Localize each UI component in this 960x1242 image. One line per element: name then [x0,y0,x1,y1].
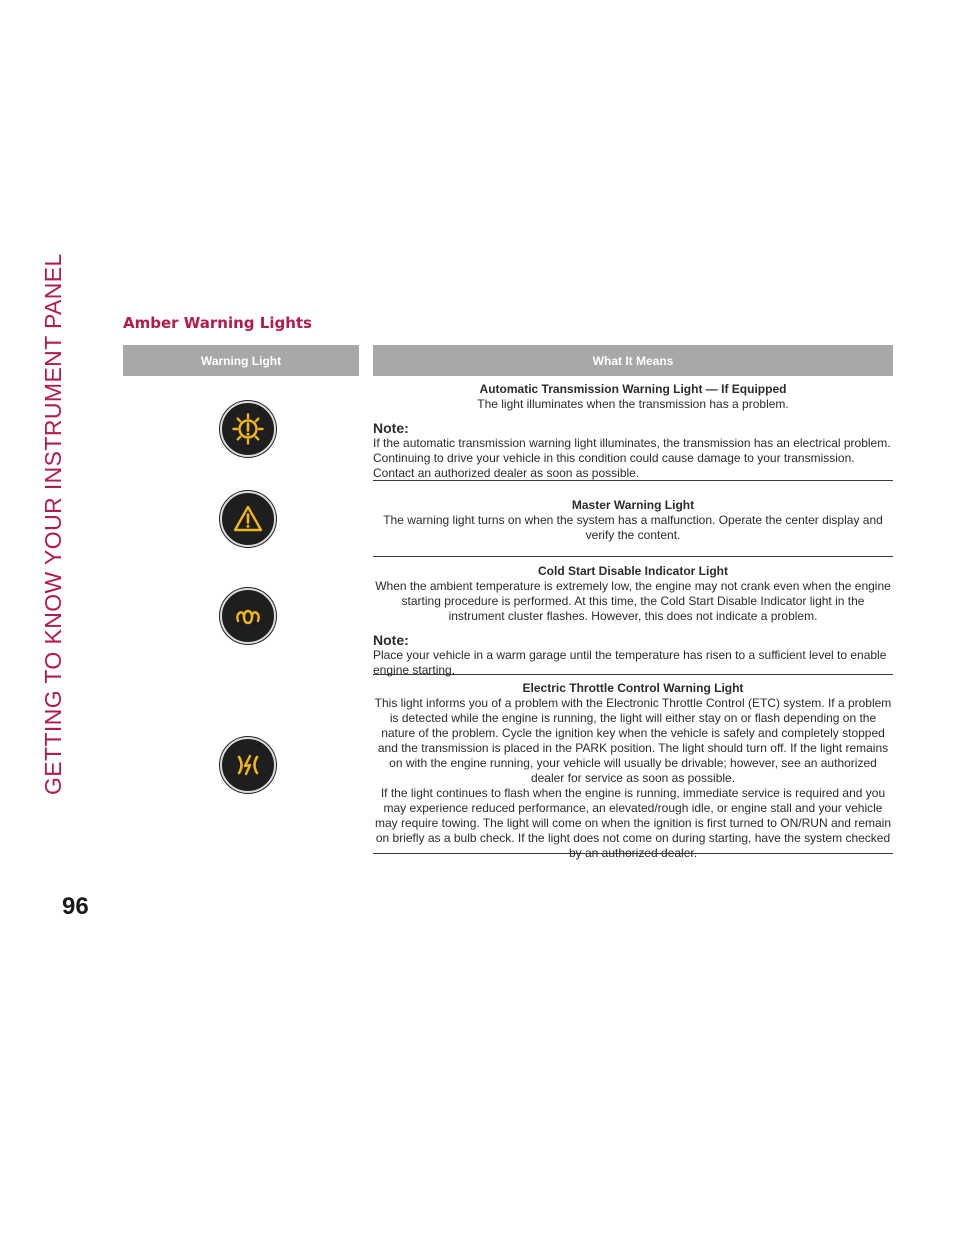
note-label: Note: [373,632,409,648]
row-title: Electric Throttle Control Warning Light [522,681,744,695]
row-description: The light illuminates when the transmission has a problem. [477,397,789,411]
table-row [123,481,893,557]
header-what-it-means: What It Means [373,345,893,376]
row-description: This light informs you of a problem with the Electronic Throttle Control (ETC) system. If a problem is detected while the engine is running, the light will either stay on or flash depending on the nature of the problem. Cycle the ignition key when the vehicle is safely and completely stopped and the transmission is placed in the PARK position. The light should turn off. If the light remains on with the engine running, your vehicle will usually be drivable; however, see an authorized dealer for service as soon as possible. [374,696,892,785]
warning-lights-table [123,345,893,860]
header-warning-light: Warning Light [123,345,359,376]
cold-start-disable-icon [220,588,276,644]
note-text: If the automatic transmission warning light illuminates, the transmission has an electrical problem. Continuing to drive your vehicle in this condition could cause damage to your transmission. Contact an authorized dealer as soon as possible. [373,436,891,480]
transmission-warning-icon [220,401,276,457]
page-number: 96 [62,893,89,920]
section-heading: Amber Warning Lights [123,314,312,332]
row-description: The warning light turns on when the system has a malfunction. Operate the center display and verify the content. [383,513,883,542]
master-warning-icon [220,491,276,547]
description-cell [373,675,893,860]
table-header [123,345,893,376]
description-cell [373,376,893,481]
electronic-throttle-control-icon [220,737,276,793]
table-row [123,376,893,481]
chapter-side-title: GETTING TO KNOW YOUR INSTRUMENT PANEL [40,253,66,795]
table-row [123,557,893,675]
description-cell [373,557,893,675]
icon-cell [123,481,373,557]
row-description-continued: If the light continues to flash when the engine is running, immediate service is required and you may experience reduced performance, an elevated/rough idle, or engine stall and your vehicle may require towing. The light will come on when the ignition is first turned to ON/RUN and remain on briefly as a bulb check. If the light does not come on during starting, have the system checked by an authorized dealer. [374,786,891,860]
row-title: Master Warning Light [571,498,695,512]
row-title: Cold Start Disable Indicator Light [537,564,728,578]
note-text: Place your vehicle in a warm garage until the temperature has risen to a sufficient level to enable engine starting. [373,648,887,677]
icon-cell [123,675,373,854]
description-cell [373,481,893,557]
row-description: When the ambient temperature is extremely low, the engine may not crank even when the engine starting procedure is performed. At this time, the Cold Start Disable Indicator light in the instrument cluster flashes. However, this does not indicate a problem. [375,579,891,623]
icon-cell [123,557,373,675]
table-row [123,675,893,860]
icon-cell [123,376,373,481]
note-label: Note: [373,420,409,436]
row-title: Automatic Transmission Warning Light — If Equipped [479,382,787,396]
